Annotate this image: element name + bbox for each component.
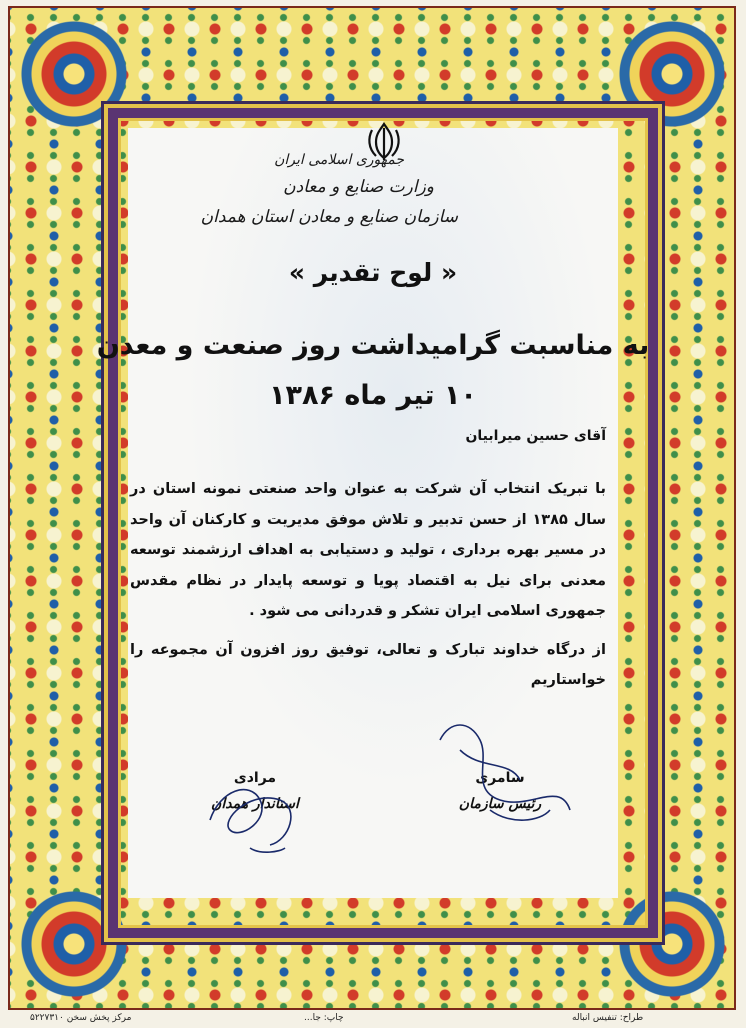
footer-designer: طراح: تنفیس انباله	[572, 1013, 644, 1023]
footer-print: چاپ: جا...	[304, 1013, 344, 1023]
certificate-title: « لوح تقدیر »	[288, 258, 458, 287]
signature-block-right	[440, 770, 560, 812]
header-republic: جمهوری اسلامی ایران	[274, 152, 404, 168]
signer-role-left: استاندار همدان	[211, 796, 299, 812]
recipient-name: آقای حسین میرابیان	[465, 428, 606, 444]
signer-name-left: مرادی	[233, 770, 277, 786]
header-organization: سازمان صنایع و معادن استان همدان	[200, 207, 458, 227]
date-heading: ۱۰ تیر ماه ۱۳۸۶	[269, 380, 477, 411]
header-ministry: وزارت صنایع و معادن	[283, 177, 434, 197]
body-paragraph-2: از درگاه خداوند تبارک و تعالی، توفیق روز افزون آن مجموعه را خواستاریم	[130, 641, 606, 688]
occasion-heading: به مناسبت گرامیداشت روز صنعت و معدن	[96, 330, 650, 361]
footer-distributor: مرکز پخش سخن ۵۲۲۷۳۱۰	[30, 1013, 132, 1023]
signer-name-right: سامری	[475, 770, 525, 786]
certificate-body	[130, 474, 606, 696]
body-paragraph-1: با تبریک انتخاب آن شرکت به عنوان واحد صنعتی نمونه استان در سال ۱۳۸۵ از حسن تدبیر و تلاش موفق مدیریت و کارکنان آن واحد در مسیر بهره برداری ، تولید و دستیابی به اهداف ارزشمند توسعه معدنی برای نیل به اقتصاد پویا و توسعه پایدار در نظام مقدس جمهوری اسلامی ایران تشکر و قدردانی می شود .	[130, 481, 606, 619]
signer-role-right: رئیس سازمان	[458, 796, 542, 812]
signature-block-left	[200, 770, 310, 812]
